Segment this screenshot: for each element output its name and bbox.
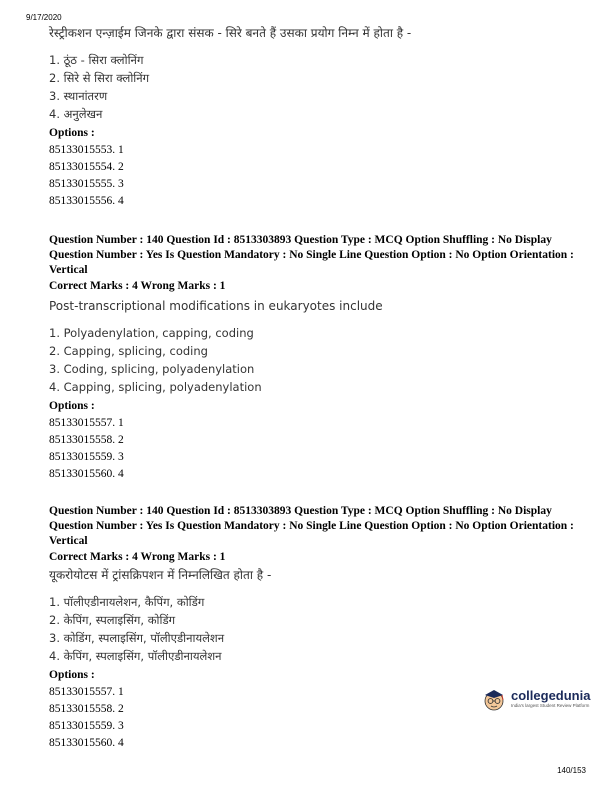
- choice-item: 4. अनुलेखन: [49, 107, 103, 121]
- option-id: 85133015559. 3: [49, 720, 124, 732]
- mascot-icon: [481, 686, 507, 712]
- option-id: 85133015558. 2: [49, 703, 124, 715]
- logo-tagline: India's largest Student Review Platform: [511, 703, 590, 708]
- choice-list: [49, 324, 579, 396]
- question-meta: Question Number : 140 Question Id : 8513303893 Question Type : MCQ Option Shuffling : No Display Question Number : Yes Is Question Mandatory : No Single Line Question Option : No Option Orientation : Vertical: [49, 234, 574, 276]
- choice-list: [49, 51, 579, 123]
- options-label: Options :: [49, 400, 95, 412]
- marks-line: Correct Marks : 4 Wrong Marks : 1: [49, 280, 226, 292]
- option-id: 85133015554. 2: [49, 161, 124, 173]
- choice-item: 2. Capping, splicing, coding: [49, 344, 208, 358]
- question-text: यूकरोयोटस में ट्रांसक्रिपशन में निम्नलिखित होता है -: [49, 568, 272, 582]
- option-id: 85133015559. 3: [49, 451, 124, 463]
- question-paper: [49, 24, 579, 752]
- marks-line: Correct Marks : 4 Wrong Marks : 1: [49, 551, 226, 563]
- choice-item: 2. सिरे से सिरा क्लोनिंग: [49, 71, 150, 85]
- option-id: 85133015558. 2: [49, 434, 124, 446]
- choice-item: 3. Coding, splicing, polyadenylation: [49, 362, 255, 376]
- logo-name: collegedunia: [511, 688, 591, 703]
- option-id: 85133015555. 3: [49, 178, 124, 190]
- option-id: 85133015557. 1: [49, 417, 124, 429]
- choice-item: 1. Polyadenylation, capping, coding: [49, 326, 254, 340]
- question-text: Post-transcriptional modifications in eukaryotes include: [49, 299, 383, 313]
- options-label: Options :: [49, 669, 95, 681]
- choice-item: 1. ठूंठ - सिरा क्लोनिंग: [49, 53, 144, 67]
- page-number: 140/153: [557, 766, 586, 775]
- choice-item: 4. केपिंग, स्पलाइसिंग, पॉलीएडीनायलेशन: [49, 649, 222, 663]
- options-label: Options :: [49, 127, 95, 139]
- option-id: 85133015560. 4: [49, 468, 124, 480]
- question-text: रेस्ट्रीकशन एन्ज़ाईम जिनके द्वारा संसक - सिरे बनते हैं उसका प्रयोग निम्न में होता है -: [49, 26, 412, 40]
- option-id: 85133015556. 4: [49, 195, 124, 207]
- question-block-3: [49, 504, 579, 752]
- collegedunia-logo: [481, 686, 590, 712]
- choice-item: 3. कोडिंग, स्पलाइसिंग, पॉलीएडीनायलेशन: [49, 631, 225, 645]
- choice-item: 3. स्थानांतरण: [49, 89, 108, 103]
- question-block-2: [49, 233, 579, 483]
- print-date: 9/17/2020: [26, 13, 62, 22]
- choice-item: 4. Capping, splicing, polyadenylation: [49, 380, 262, 394]
- question-block-1: [49, 24, 579, 210]
- choice-list: [49, 593, 579, 665]
- question-meta: Question Number : 140 Question Id : 8513303893 Question Type : MCQ Option Shuffling : No Display Question Number : Yes Is Question Mandatory : No Single Line Question Option : No Option Orientation : Vertical: [49, 505, 574, 547]
- option-id: 85133015553. 1: [49, 144, 124, 156]
- option-id: 85133015557. 1: [49, 686, 124, 698]
- choice-item: 2. केपिंग, स्पलाइसिंग, कोडिंग: [49, 613, 176, 627]
- choice-item: 1. पॉलीएडीनायलेशन, कैपिंग, कोडिंग: [49, 595, 205, 609]
- option-id: 85133015560. 4: [49, 737, 124, 749]
